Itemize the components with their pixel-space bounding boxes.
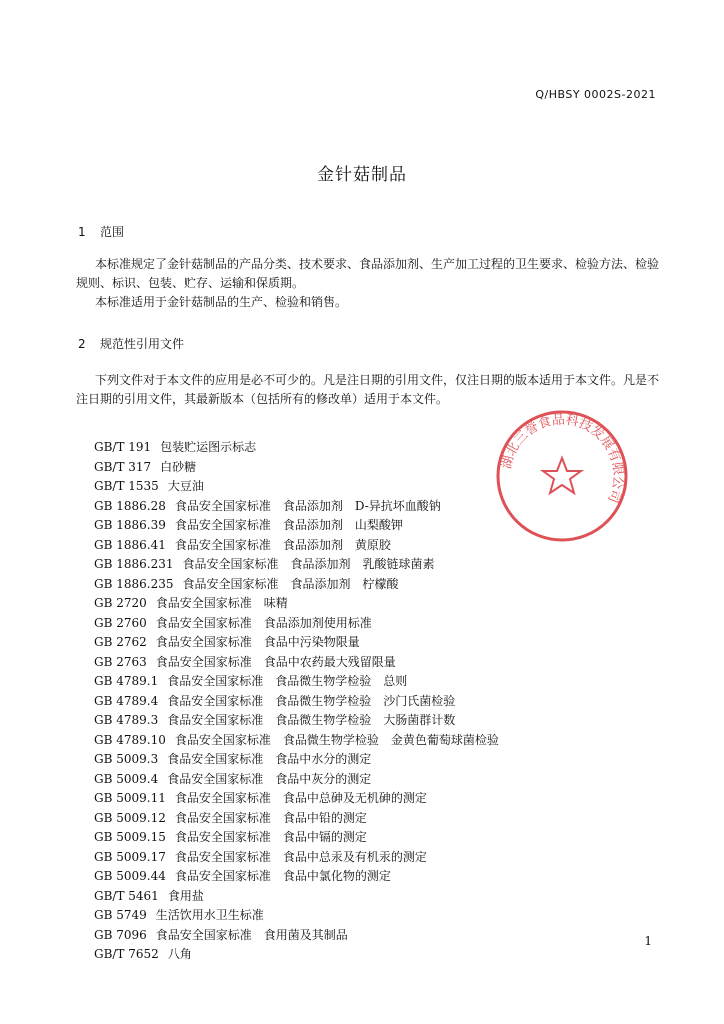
reference-title: 食品安全国家标准 食用菌及其制品 — [155, 927, 348, 942]
reference-title: 白砂糖 — [160, 459, 197, 474]
reference-item — [94, 438, 499, 458]
standard-code: Q/HBSY 0002S-2021 — [535, 88, 656, 101]
reference-code: GB/T 191 — [94, 440, 152, 454]
reference-code: GB 4789.4 — [94, 693, 159, 708]
reference-item — [94, 633, 499, 653]
section-2-heading — [78, 335, 184, 352]
reference-title: 食品安全国家标准 食品添加剂 山梨酸钾 — [174, 518, 403, 532]
reference-code: GB 7096 — [94, 927, 147, 942]
reference-title: 食品安全国家标准 食品中镉的测定 — [174, 830, 367, 844]
reference-code: GB/T 5461 — [94, 888, 159, 903]
reference-item — [94, 477, 499, 497]
document-title: 金针菇制品 — [317, 165, 407, 185]
section-1-body — [76, 255, 666, 312]
reference-code: GB 5009.11 — [94, 791, 166, 805]
reference-item — [94, 926, 499, 946]
reference-item — [94, 497, 499, 517]
reference-code: GB/T 7652 — [94, 947, 159, 961]
reference-item — [94, 536, 499, 556]
reference-item — [94, 789, 499, 809]
reference-code: GB 5009.44 — [94, 869, 166, 883]
reference-title: 食品安全国家标准 食品中水分的测定 — [167, 752, 372, 766]
reference-title: 包装贮运图示标志 — [160, 440, 257, 454]
section-1-number: 1 — [78, 225, 86, 239]
company-seal — [494, 408, 630, 544]
reference-item — [94, 945, 499, 965]
reference-title: 食品安全国家标准 食品中污染物限量 — [155, 635, 360, 649]
scope-paragraph: 本标准规定了金针菇制品的产品分类、技术要求、食品添加剂、生产加工过程的卫生要求、检验方法、检验规则、标识、包装、贮存、运输和保质期。 — [76, 257, 660, 290]
section-1-heading — [78, 223, 124, 240]
reference-code: GB 2760 — [94, 615, 147, 630]
reference-title: 食品安全国家标准 食品中灰分的测定 — [167, 771, 372, 786]
reference-item — [94, 692, 499, 712]
reference-item — [94, 555, 499, 575]
reference-title: 食品安全国家标准 食品添加剂 乳酸链球菌素 — [182, 557, 435, 571]
reference-list — [94, 438, 499, 965]
section-2-number: 2 — [78, 337, 86, 351]
reference-title: 食品安全国家标准 食品微生物学检验 沙门氏菌检验 — [167, 693, 456, 708]
reference-code: GB 1886.39 — [94, 518, 166, 532]
reference-title: 大豆油 — [167, 479, 204, 493]
reference-item — [94, 828, 499, 848]
reference-code: GB 1886.41 — [94, 537, 166, 552]
reference-title: 食品安全国家标准 食品中氯化物的测定 — [174, 869, 391, 883]
reference-item — [94, 887, 499, 907]
page-number: 1 — [644, 934, 652, 948]
reference-code: GB 5009.15 — [94, 830, 166, 844]
reference-item — [94, 711, 499, 731]
reference-item — [94, 614, 499, 634]
reference-code: GB/T 317 — [94, 459, 152, 474]
reference-item — [94, 750, 499, 770]
reference-item — [94, 575, 499, 595]
seal-text: 湖北三誉食品科技发展有限公司 — [499, 412, 626, 505]
reference-code: GB 2720 — [94, 596, 147, 610]
reference-code: GB 4789.10 — [94, 732, 166, 747]
reference-title: 食品安全国家标准 味精 — [155, 596, 288, 610]
reference-item — [94, 594, 499, 614]
reference-code: GB 5009.3 — [94, 752, 159, 766]
reference-code: GB 1886.231 — [94, 557, 174, 571]
reference-code: GB 1886.235 — [94, 576, 174, 591]
reference-title: 八角 — [167, 947, 192, 961]
reference-code: GB 5749 — [94, 908, 147, 922]
reference-title: 食品安全国家标准 食品添加剂 柠檬酸 — [182, 576, 399, 591]
reference-code: GB 2762 — [94, 635, 147, 649]
reference-code: GB 5009.17 — [94, 849, 166, 864]
section-2-intro — [76, 371, 666, 409]
reference-title: 食用盐 — [167, 888, 204, 903]
reference-title: 食品安全国家标准 食品微生物学检验 金黄色葡萄球菌检验 — [174, 732, 499, 747]
reference-code: GB 1886.28 — [94, 498, 166, 513]
reference-code: GB 4789.1 — [94, 674, 159, 688]
reference-title: 食品安全国家标准 食品微生物学检验 总则 — [167, 674, 408, 688]
reference-title: 食品安全国家标准 食品微生物学检验 大肠菌群计数 — [167, 713, 456, 727]
reference-item — [94, 672, 499, 692]
references-intro-paragraph: 下列文件对于本文件的应用是必不可少的。凡是注日期的引用文件，仅注日期的版本适用于本文件。凡是不注日期的引用文件，其最新版本（包括所有的修改单）适用于本文件。 — [76, 373, 660, 406]
reference-item — [94, 653, 499, 673]
reference-item — [94, 770, 499, 790]
reference-item — [94, 731, 499, 751]
reference-title: 食品安全国家标准 食品添加剂 D-异抗坏血酸钠 — [174, 498, 441, 513]
reference-title: 食品安全国家标准 食品添加剂 黄原胶 — [174, 537, 391, 552]
section-2-title: 规范性引用文件 — [100, 337, 185, 351]
section-1-title: 范围 — [100, 225, 125, 239]
reference-title: 食品安全国家标准 食品中铅的测定 — [174, 810, 367, 825]
reference-item — [94, 809, 499, 829]
applicability-paragraph: 本标准适用于金针菇制品的生产、检验和销售。 — [95, 295, 348, 309]
reference-title: 食品安全国家标准 食品中总汞及有机汞的测定 — [174, 849, 427, 864]
reference-title: 食品安全国家标准 食品添加剂使用标准 — [155, 615, 372, 630]
reference-item — [94, 458, 499, 478]
reference-title: 食品安全国家标准 食品中总砷及无机砷的测定 — [174, 791, 427, 805]
reference-item — [94, 867, 499, 887]
reference-item — [94, 848, 499, 868]
reference-item — [94, 906, 499, 926]
reference-code: GB 5009.4 — [94, 771, 159, 786]
reference-title: 生活饮用水卫生标准 — [155, 908, 264, 922]
reference-code: GB 2763 — [94, 654, 147, 669]
reference-code: GB/T 1535 — [94, 479, 159, 493]
reference-item — [94, 516, 499, 536]
seal-star-icon — [543, 458, 581, 493]
seal-ring — [498, 412, 626, 540]
reference-code: GB 5009.12 — [94, 810, 166, 825]
reference-title: 食品安全国家标准 食品中农药最大残留限量 — [155, 654, 396, 669]
reference-code: GB 4789.3 — [94, 713, 159, 727]
